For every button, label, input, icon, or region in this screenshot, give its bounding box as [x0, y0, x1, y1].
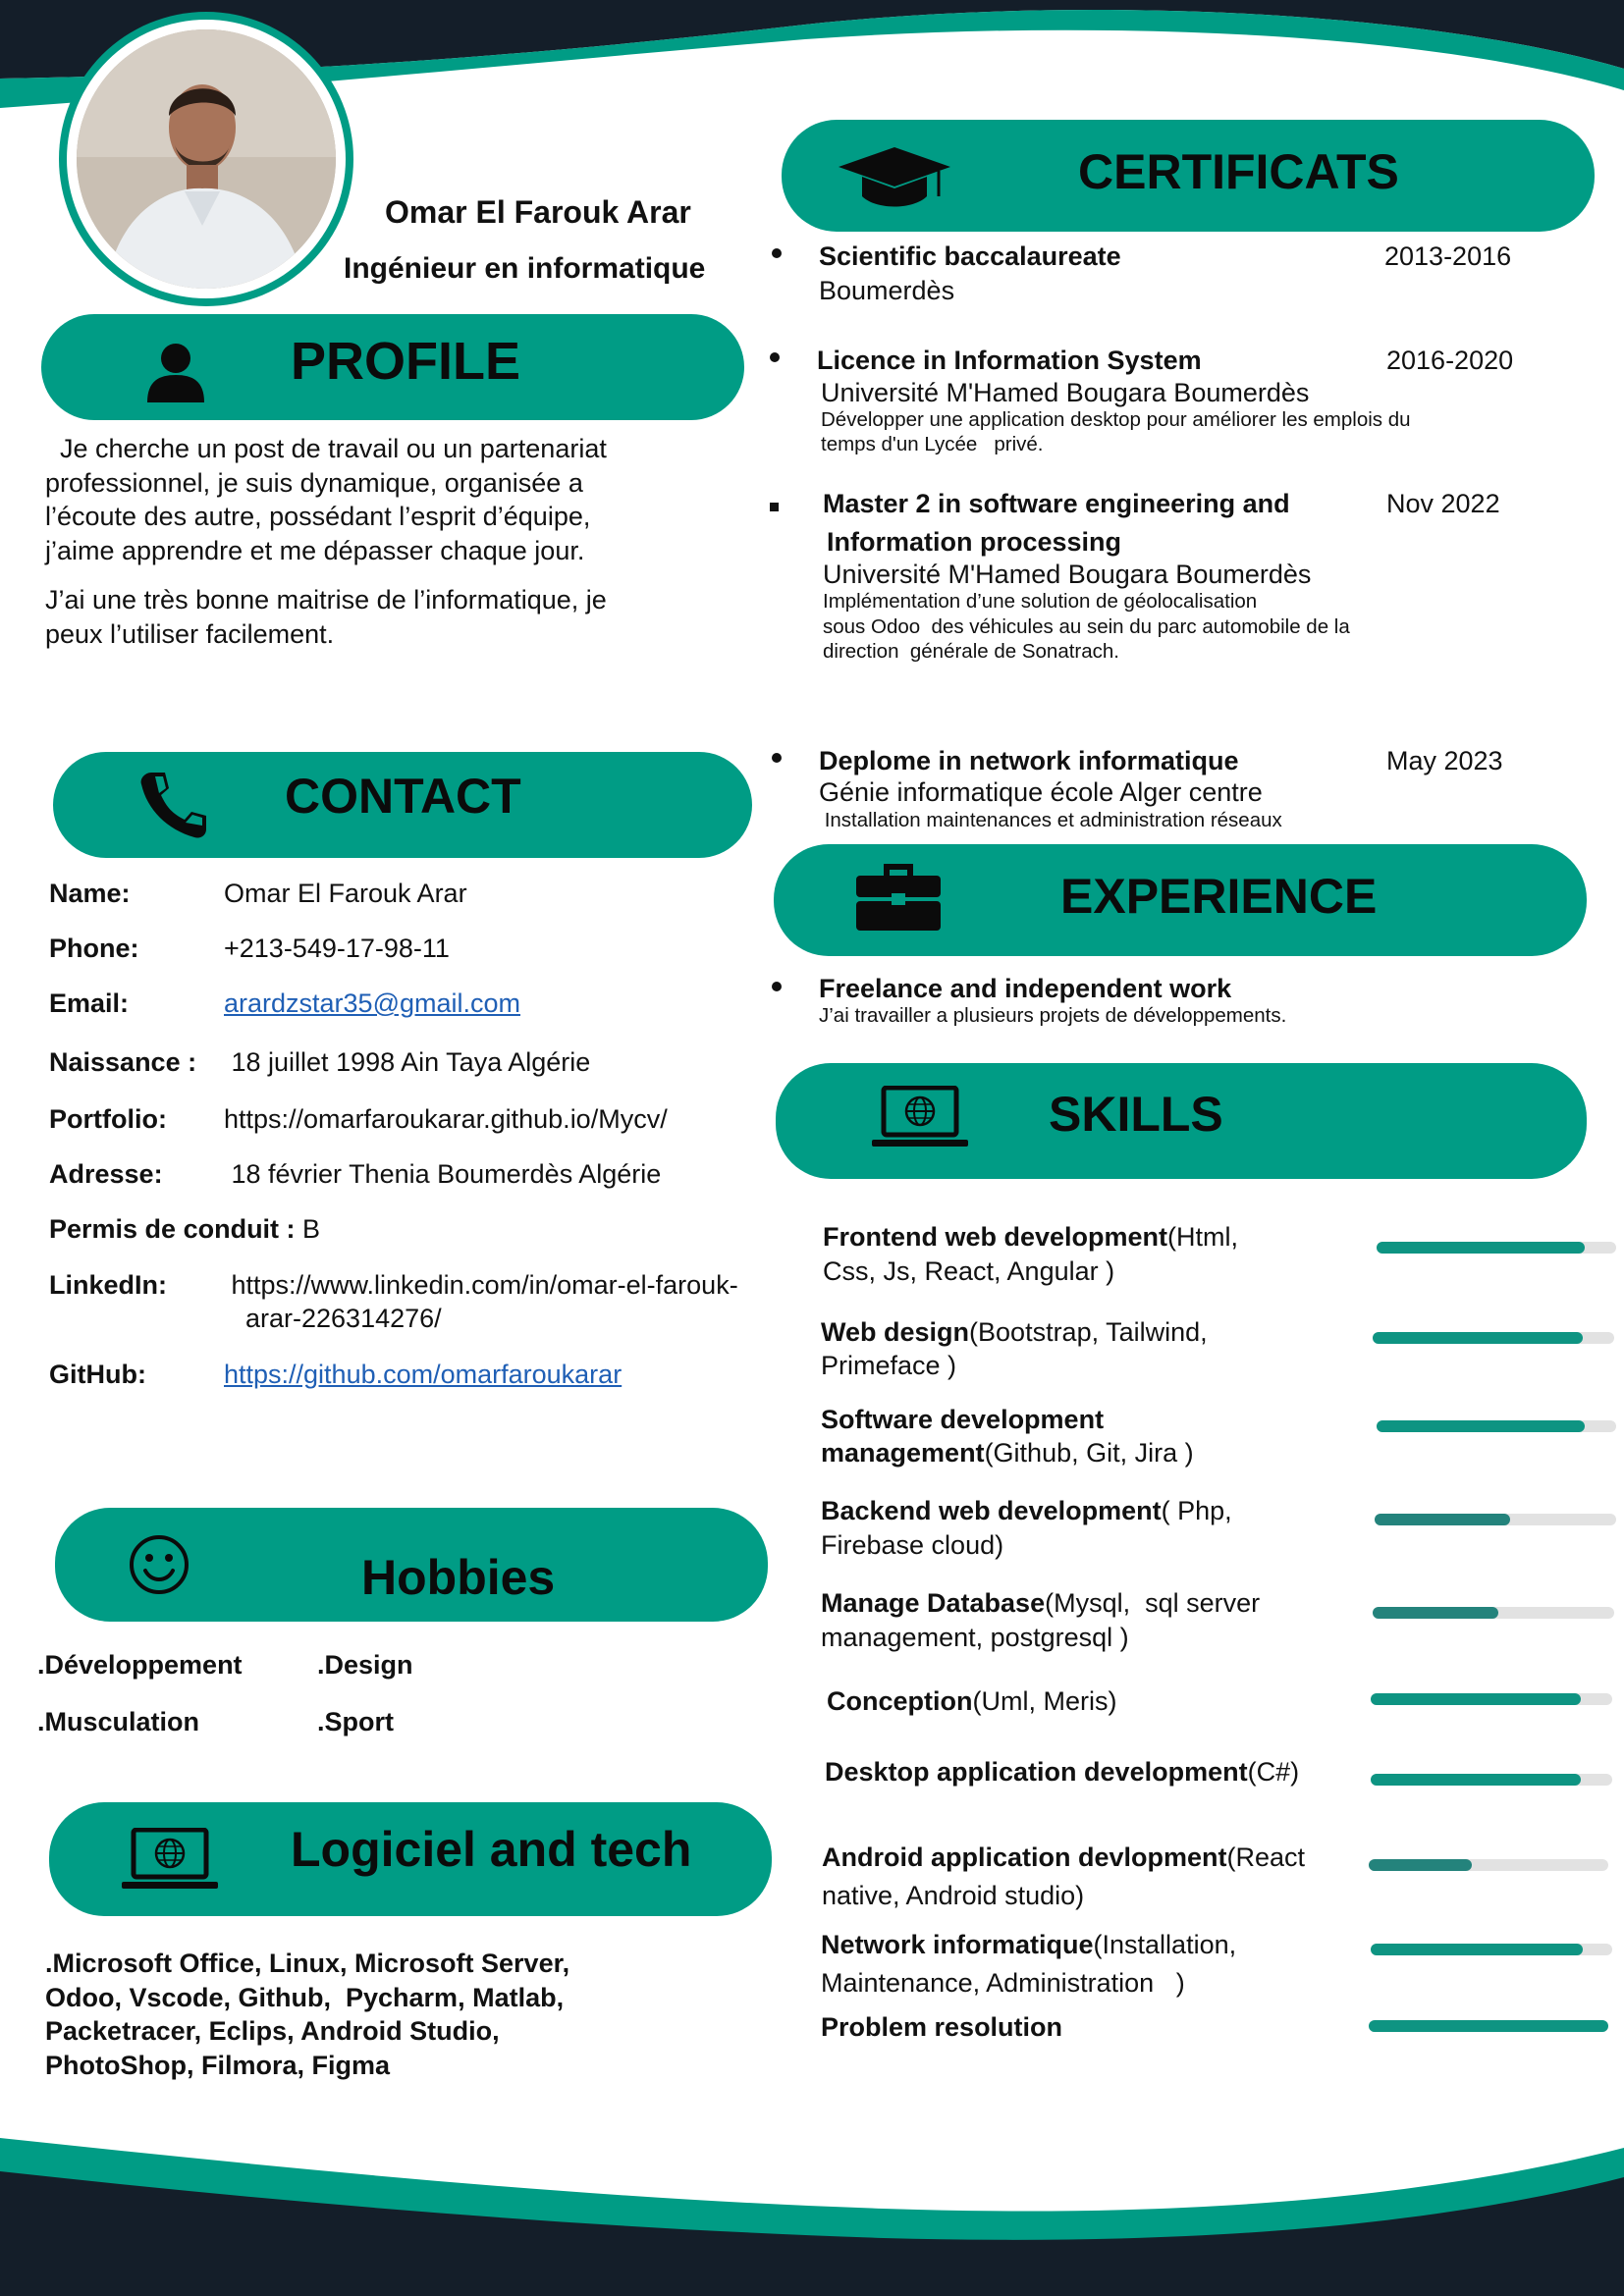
skill-detail: ( Php,	[1161, 1496, 1232, 1525]
list-bullet	[772, 753, 782, 763]
software-line: Packetracer, Eclips, Android Studio,	[45, 2016, 500, 2046]
cert-note: Implémentation d’une solution de géolocalisation	[823, 590, 1258, 613]
skill-bar-fill	[1377, 1242, 1585, 1254]
hobby-item: .Musculation	[37, 1707, 200, 1736]
contact-label-linkedin: LinkedIn:	[49, 1270, 167, 1300]
skill-text	[821, 1315, 1208, 1382]
contact-label-address: Adresse:	[49, 1159, 163, 1189]
skill-bar	[1377, 1242, 1616, 1254]
skill-detail: (Github, Git, Jira )	[984, 1438, 1194, 1468]
skill-bar-fill	[1373, 1607, 1498, 1619]
skill-bar	[1371, 1693, 1612, 1705]
email-link[interactable]: arardzstar35@gmail.com	[224, 988, 521, 1018]
skill-bar-fill	[1371, 1693, 1581, 1705]
contact-value-phone[interactable]: +213-549-17-98-11	[224, 934, 450, 963]
github-link[interactable]: https://github.com/omarfaroukarar	[224, 1360, 623, 1389]
skill-detail: (Html,	[1167, 1222, 1239, 1252]
contact-label-birth: Naissance :	[49, 1047, 197, 1077]
contact-value-license: B	[295, 1214, 321, 1244]
skill-bar	[1369, 2020, 1608, 2032]
software-list	[45, 1947, 569, 2082]
contact-license	[49, 1214, 320, 1245]
hobby-item: .Sport	[317, 1707, 394, 1736]
profile-text	[45, 432, 607, 651]
cert-date: May 2023	[1386, 746, 1503, 775]
skill-detail: (Mysql, sql server	[1045, 1588, 1261, 1618]
linkedin-link-cont[interactable]: arar-226314276/	[245, 1304, 442, 1333]
person-name: Omar El Farouk Arar	[385, 194, 691, 230]
profile-line: Je cherche un post de travail ou un partenariat	[45, 434, 607, 463]
list-bullet	[770, 503, 779, 511]
skill-name: Web design	[821, 1317, 970, 1347]
contact-label-phone: Phone:	[49, 934, 139, 963]
skill-detail: native, Android studio)	[822, 1881, 1085, 1910]
skill-name: Problem resolution	[821, 2012, 1063, 2042]
skill-text	[821, 2012, 1062, 2043]
bottom-wave	[0, 2130, 1624, 2296]
skill-bar	[1371, 1774, 1612, 1786]
laptop-globe-icon	[870, 1086, 970, 1148]
experience-title-item: Freelance and independent work	[819, 974, 1232, 1003]
contact-label-name: Name:	[49, 879, 131, 908]
list-bullet	[770, 352, 780, 362]
contact-value-address: 18 février Thenia Boumerdès Algérie	[224, 1159, 662, 1189]
cert-note: direction générale de Sonatrach.	[823, 640, 1120, 663]
experience-note: J’ai travailler a plusieurs projets de développements.	[819, 1004, 1287, 1027]
list-bullet	[772, 248, 782, 258]
smiley-icon	[128, 1533, 190, 1596]
certificats-title: CERTIFICATS	[1078, 144, 1399, 199]
skill-name: Conception	[827, 1686, 973, 1716]
cert-date: 2013-2016	[1384, 241, 1512, 271]
skill-detail: Primeface )	[821, 1351, 957, 1380]
skill-text	[821, 1926, 1236, 2002]
skill-text	[822, 1839, 1305, 1915]
cert-title: Deplome in network informatique	[819, 746, 1239, 775]
skill-bar-fill	[1369, 2020, 1608, 2032]
profile-line: peux l’utiliser facilement.	[45, 618, 335, 649]
cert-line: Université M'Hamed Bougara Boumerdès	[823, 560, 1312, 589]
skill-text	[825, 1757, 1299, 1788]
cert-title: Master 2 in software engineering and	[823, 489, 1290, 518]
skill-detail: management, postgresql )	[821, 1623, 1129, 1652]
skill-bar-fill	[1369, 1859, 1472, 1871]
profile-title: PROFILE	[291, 332, 521, 391]
laptop-globe-icon	[120, 1828, 220, 1891]
skill-bar-fill	[1375, 1514, 1510, 1525]
contact-title: CONTACT	[285, 769, 521, 824]
profile-line: professionnel, je suis dynamique, organisée a	[45, 467, 583, 498]
skill-detail: Firebase cloud)	[821, 1530, 1004, 1560]
software-title: Logiciel and tech	[291, 1822, 692, 1877]
cert-date: Nov 2022	[1386, 489, 1500, 518]
contact-label-email: Email:	[49, 988, 130, 1018]
profile-line: j’aime apprendre et me dépasser chaque jour.	[45, 535, 585, 565]
contact-label-github: GitHub:	[49, 1360, 146, 1389]
skill-name: Desktop application development	[825, 1757, 1248, 1787]
skill-bar-fill	[1371, 1774, 1581, 1786]
briefcase-icon	[854, 860, 943, 933]
cert-date: 2016-2020	[1386, 346, 1514, 375]
skill-detail: (React	[1226, 1842, 1306, 1872]
hobby-item: .Développement	[37, 1650, 243, 1680]
skill-text	[821, 1403, 1194, 1469]
skill-name: Backend web development	[821, 1496, 1162, 1525]
skill-name: Manage Database	[821, 1588, 1046, 1618]
skill-text	[827, 1686, 1116, 1717]
portfolio-link[interactable]: https://omarfaroukarar.github.io/Mycv/	[224, 1104, 668, 1134]
skill-name: Frontend web development	[823, 1222, 1168, 1252]
cert-title: Scientific baccalaureate	[819, 241, 1121, 271]
skill-text	[823, 1220, 1238, 1289]
skill-bar	[1373, 1332, 1614, 1344]
skill-bar-fill	[1377, 1420, 1585, 1432]
software-line: .Microsoft Office, Linux, Microsoft Server,	[45, 1949, 570, 1978]
cert-note: temps d'un Lycée privé.	[821, 433, 1044, 455]
cert-line: Boumerdès	[819, 276, 955, 305]
list-bullet	[772, 982, 782, 991]
skill-text	[821, 1586, 1260, 1655]
cert-line: Université M'Hamed Bougara Boumerdès	[821, 378, 1310, 407]
cert-note: sous Odoo des véhicules au sein du parc automobile de la	[823, 615, 1350, 638]
linkedin-link[interactable]: https://www.linkedin.com/in/omar-el-farouk-	[224, 1270, 738, 1300]
cert-line: Génie informatique école Alger centre	[819, 777, 1263, 807]
skill-bar	[1373, 1607, 1614, 1619]
profile-line: J’ai une très bonne maitrise de l’informatique, je	[45, 585, 607, 614]
skill-detail: (Uml, Meris)	[972, 1686, 1117, 1716]
skill-detail: (C#)	[1247, 1757, 1300, 1787]
cert-title-cont: Information processing	[827, 527, 1122, 557]
contact-label-license: Permis de conduit :	[49, 1214, 296, 1244]
person-icon	[145, 342, 206, 402]
skill-bar-fill	[1373, 1332, 1583, 1344]
experience-title: EXPERIENCE	[1060, 869, 1378, 924]
skill-bar	[1371, 1944, 1612, 1955]
cert-note: Développer une application desktop pour améliorer les emplois du	[821, 408, 1411, 431]
skill-bar-fill	[1371, 1944, 1583, 1955]
skill-bar	[1377, 1420, 1616, 1432]
skill-name: Network informatique	[821, 1930, 1094, 1959]
skill-bar	[1369, 1859, 1608, 1871]
contact-label-portfolio: Portfolio:	[49, 1104, 167, 1134]
skill-bar	[1375, 1514, 1616, 1525]
contact-value-name: Omar El Farouk Arar	[224, 879, 467, 908]
skills-title: SKILLS	[1049, 1087, 1223, 1142]
graduation-cap-icon	[837, 145, 952, 210]
contact-value-birth: 18 juillet 1998 Ain Taya Algérie	[224, 1047, 591, 1077]
cert-title: Licence in Information System	[817, 346, 1202, 375]
hobby-item: .Design	[317, 1650, 413, 1680]
hobbies-title: Hobbies	[361, 1550, 556, 1605]
job-title: Ingénieur en informatique	[344, 252, 706, 285]
skill-detail: Css, Js, React, Angular )	[823, 1256, 1115, 1286]
skill-text	[821, 1494, 1232, 1563]
phone-icon	[137, 769, 210, 841]
profile-line: l’écoute des autre, possédant l’esprit d’équipe,	[45, 502, 591, 531]
skill-name-cont: management	[821, 1438, 985, 1468]
profile-photo	[59, 12, 353, 306]
skill-detail: Maintenance, Administration )	[821, 1968, 1185, 1998]
skill-detail: (Installation,	[1093, 1930, 1237, 1959]
skill-name: Android application devlopment	[822, 1842, 1227, 1872]
software-line: Odoo, Vscode, Github, Pycharm, Matlab,	[45, 1982, 565, 2012]
skill-detail: (Bootstrap, Tailwind,	[969, 1317, 1208, 1347]
skill-name: Software development	[821, 1405, 1105, 1434]
software-line: PhotoShop, Filmora, Figma	[45, 2050, 390, 2080]
cert-note: Installation maintenances et administration réseaux	[819, 809, 1282, 831]
